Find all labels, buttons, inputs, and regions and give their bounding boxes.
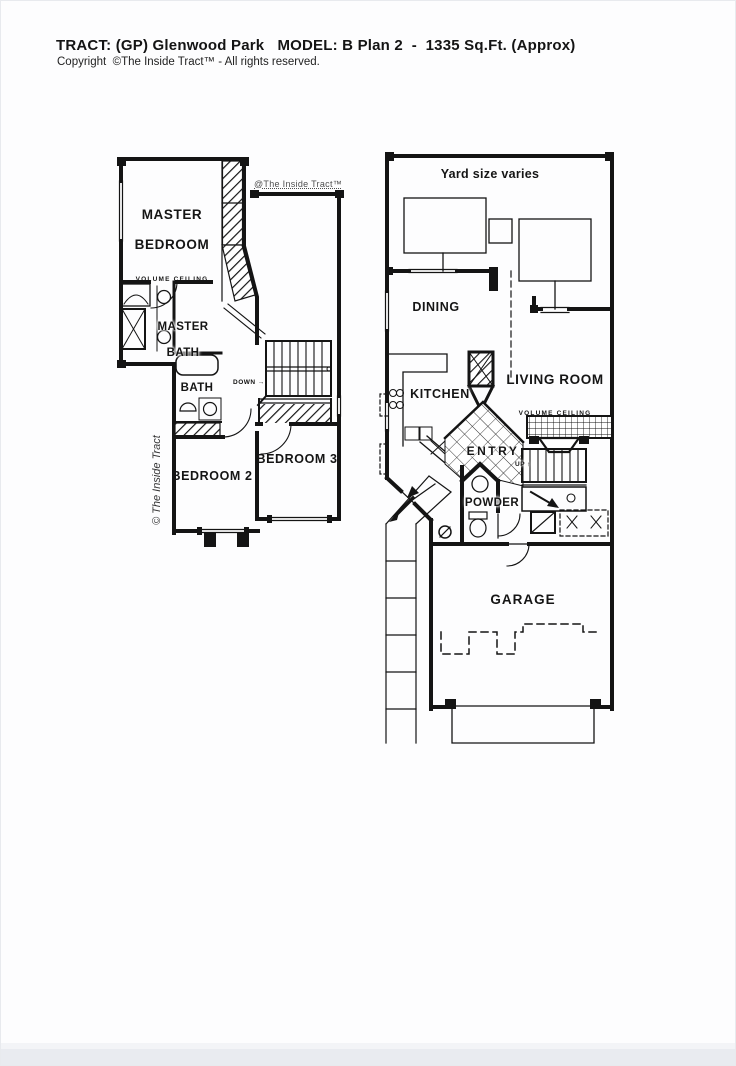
lower-floor-plan [379, 146, 619, 746]
label-bedroom-2: BEDROOM 2 [171, 469, 253, 483]
watermark-inline: @The Inside Tract™ [254, 179, 343, 189]
upper-floor-plan [111, 151, 351, 551]
watermark-vertical: © The Inside Tract [151, 435, 163, 525]
label-bath: BATH [180, 382, 214, 394]
hall-closet [175, 423, 220, 436]
hall-linen-closet [259, 399, 331, 424]
label-living-room: LIVING ROOM VOLUME CEILING [506, 371, 604, 417]
storage-closet-dashed [560, 510, 608, 536]
master-closet [222, 161, 255, 301]
label-yard-note: Yard size varies [440, 167, 540, 181]
label-dining: DINING [412, 300, 460, 314]
up-arrow-icon: ↑ [527, 461, 531, 468]
label-stairs-up: UP ↑ [515, 461, 531, 468]
label-volume-ceiling: VOLUME CEILING [135, 275, 209, 283]
label-kitchen: KITCHEN [410, 387, 470, 401]
label-master-bedroom: MASTER BEDROOM VOLUME CEILING [122, 192, 222, 298]
label-volume-ceiling: VOLUME CEILING [518, 409, 592, 417]
scan-edge-strip [1, 1043, 736, 1065]
driveway [452, 709, 594, 743]
copyright-line: Copyright ©The Inside Tract™ - All rights reserved. [57, 56, 320, 68]
label-bedroom-3: BEDROOM 3 [256, 452, 338, 466]
yard-planters [404, 198, 591, 309]
sink-icon [204, 403, 217, 416]
label-powder: POWDER [464, 497, 520, 509]
label-master-bath: MASTER BATH [157, 320, 209, 359]
porch-post-icon [439, 526, 451, 538]
label-garage: GARAGE [490, 592, 556, 607]
pantry-closet [469, 352, 493, 410]
toilet-icon [470, 519, 486, 537]
stairs-upper [258, 341, 331, 405]
toilet-icon [180, 403, 196, 411]
label-entry: ENTRY [466, 444, 520, 458]
kitchen-sink-icon [405, 427, 419, 440]
sink-icon [472, 476, 488, 492]
label-stairs-down: DOWN → [233, 379, 265, 386]
water-heater-icon [531, 512, 555, 533]
page-title: TRACT: (GP) Glenwood Park MODEL: B Plan 2 - 1335 Sq.Ft. (Approx) [56, 37, 576, 54]
stairs-lower [522, 449, 586, 485]
down-arrow-icon: → [257, 379, 265, 386]
stove-icon [390, 390, 397, 397]
garage-storage-outline [441, 624, 601, 654]
